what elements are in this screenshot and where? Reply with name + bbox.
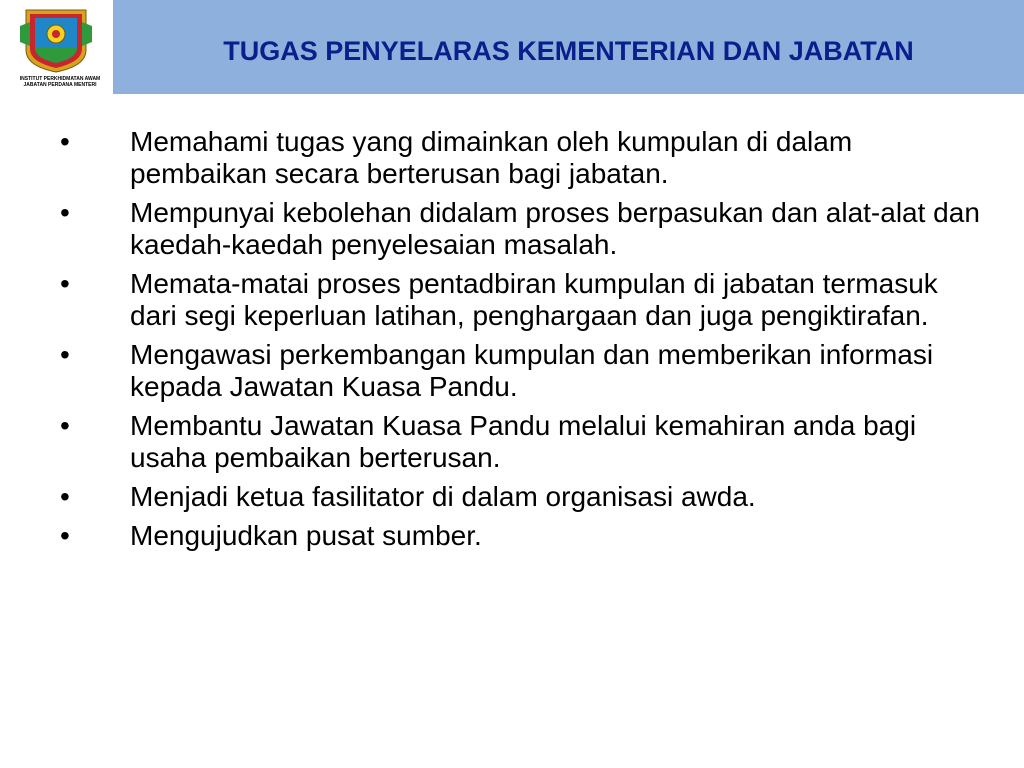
bullet-icon: •	[60, 126, 70, 157]
list-item	[60, 520, 980, 552]
crest-icon	[18, 6, 94, 74]
list-item	[60, 126, 980, 190]
institution-logo	[0, 0, 113, 94]
bullet-text: Memahami tugas yang dimainkan oleh kumpulan di dalam pembaikan secara berterusan bagi jabatan.	[130, 126, 853, 189]
logo-caption-line2: JABATAN PERDANA MENTERI	[23, 82, 97, 88]
logo-caption-line1: INSTITUT PERKHIDMATAN AWAM	[19, 76, 101, 82]
bullet-text: Membantu Jawatan Kuasa Pandu melalui kemahiran anda bagi usaha pembaikan berterusan.	[130, 410, 917, 473]
list-item	[60, 268, 980, 332]
bullet-list	[60, 126, 980, 559]
slide-title: TUGAS PENYELARAS KEMENTERIAN DAN JABATAN	[223, 35, 914, 66]
list-item	[60, 410, 980, 474]
bullet-text: Memata-matai proses pentadbiran kumpulan di jabatan termasuk dari segi keperluan latihan, penghargaan dan juga pengiktirafan.	[130, 268, 938, 331]
bullet-text: Mempunyai kebolehan didalam proses berpasukan dan alat-alat dan kaedah-kaedah penyelesaian masalah.	[130, 197, 980, 260]
bullet-text: Menjadi ketua fasilitator di dalam organisasi awda.	[130, 481, 756, 512]
logo-caption	[10, 76, 110, 88]
list-item	[60, 481, 980, 513]
list-item	[60, 197, 980, 261]
list-item	[60, 339, 980, 403]
bullet-text: Mengawasi perkembangan kumpulan dan memberikan informasi kepada Jawatan Kuasa Pandu.	[130, 339, 934, 402]
bullet-icon: •	[60, 197, 70, 228]
bullet-icon: •	[60, 268, 70, 299]
bullet-icon: •	[60, 410, 70, 441]
title-bar	[113, 0, 1024, 94]
bullet-icon: •	[60, 520, 70, 551]
bullet-icon: •	[60, 339, 70, 370]
bullet-icon: •	[60, 481, 70, 512]
bullet-text: Mengujudkan pusat sumber.	[130, 520, 482, 551]
